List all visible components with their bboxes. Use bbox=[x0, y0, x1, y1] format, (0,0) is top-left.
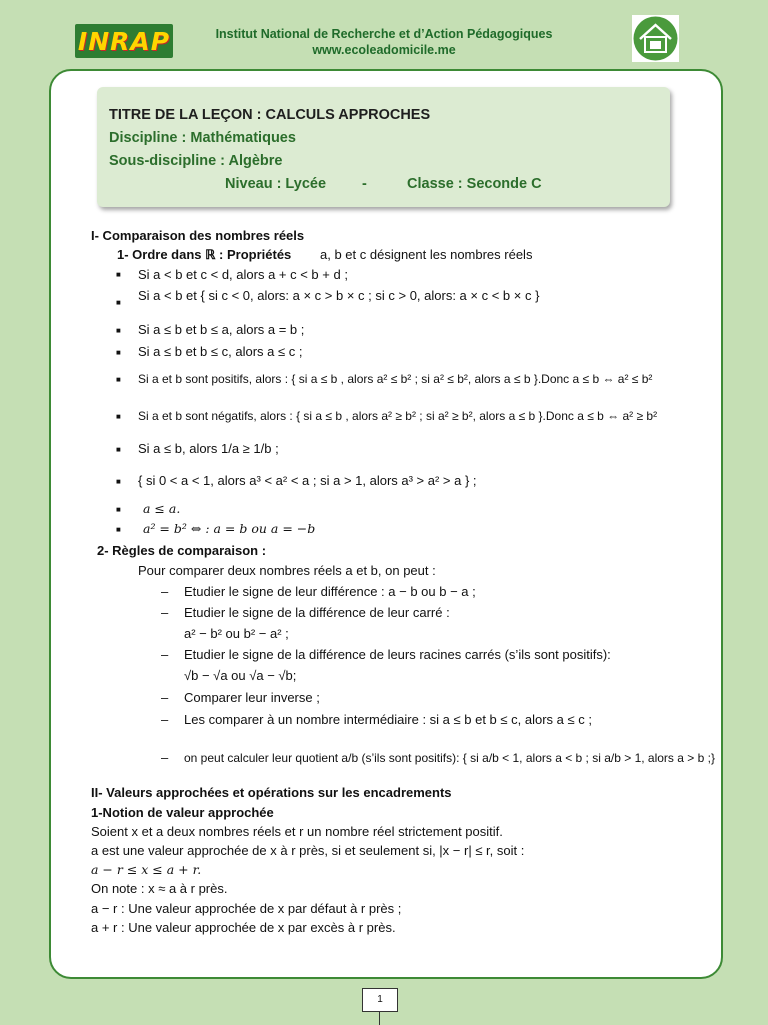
rule-item: Etudier le signe de la différence de leur carré : bbox=[184, 605, 450, 620]
property-item: Si a < b et c < d, alors a + c < b + d ; bbox=[138, 267, 348, 282]
section1-sub1-heading: 1- Ordre dans ℝ : Propriétés bbox=[117, 247, 292, 262]
dash-icon: – bbox=[161, 712, 169, 727]
page-number-line bbox=[379, 1011, 380, 1025]
section1-sub2-heading: 2- Règles de comparaison : bbox=[97, 543, 267, 558]
rule-item: on peut calculer leur quotient a/b (s’ils sont positifs): { si a/b < 1, alors a < b ; si a/b > 1, alors a > b ;} bbox=[184, 751, 715, 765]
bullet-icon: ■ bbox=[116, 477, 121, 486]
section2-line: Soient x et a deux nombres réels et r un nombre réel strictement positif. bbox=[91, 824, 503, 839]
bullet-icon: ■ bbox=[116, 348, 121, 357]
rule-item: Etudier le signe de leur différence : a − b ou b − a ; bbox=[184, 584, 476, 599]
section1-sub2-intro: Pour comparer deux nombres réels a et b, on peut : bbox=[138, 563, 436, 578]
section2-line: a + r : Une valeur approchée de x par excès à r près. bbox=[91, 920, 396, 935]
property-item: Si a et b sont négatifs, alors : { si a ≤ b , alors a² ≥ b² ; si a² ≥ b², alors a ≤ b }.Donc a ≤ b ⇔ a² ≥ b² bbox=[138, 409, 658, 423]
bullet-icon: ■ bbox=[116, 525, 121, 534]
section2-line: a est une valeur approchée de x à r près, si et seulement si, |x − r| ≤ r, soit : bbox=[91, 843, 525, 858]
discipline: Discipline : Mathématiques bbox=[109, 130, 296, 146]
classe: Classe : Seconde C bbox=[407, 176, 542, 192]
lesson-title-box bbox=[97, 87, 670, 207]
lesson-title: TITRE DE LA LEÇON : CALCULS APPROCHES bbox=[109, 107, 431, 123]
bullet-icon: ■ bbox=[116, 326, 121, 335]
bullet-icon: ■ bbox=[116, 445, 121, 454]
sub-discipline: Sous-discipline : Algèbre bbox=[109, 153, 283, 169]
property-item: Si a ≤ b et b ≤ c, alors a ≤ c ; bbox=[138, 344, 303, 359]
section2-line: a − r ≤ x ≤ a + r. bbox=[91, 862, 202, 877]
section2-line: a − r : Une valeur approchée de x par défaut à r près ; bbox=[91, 901, 402, 916]
section2-sub1-heading: 1-Notion de valeur approchée bbox=[91, 805, 274, 820]
section1-sub1-note: a, b et c désignent les nombres réels bbox=[320, 247, 533, 262]
rule-item: Les comparer à un nombre intermédiaire : si a ≤ b et b ≤ c, alors a ≤ c ; bbox=[184, 712, 592, 727]
rule-item: a² − b² ou b² − a² ; bbox=[184, 626, 289, 641]
section2-heading: II- Valeurs approchées et opérations sur les encadrements bbox=[91, 785, 452, 800]
page-header bbox=[0, 0, 768, 70]
bullet-icon: ■ bbox=[116, 270, 121, 279]
property-item: Si a et b sont positifs, alors : { si a ≤ b , alors a² ≤ b² ; si a² ≤ b², alors a ≤ b }.Donc a ≤ b ⇔ a² ≤ b² bbox=[138, 372, 653, 386]
dash-icon: – bbox=[161, 605, 169, 620]
dash-icon: – bbox=[161, 750, 169, 765]
institute-name: Institut National de Recherche et d’Action Pédagogiques bbox=[215, 27, 553, 41]
dash-icon: – bbox=[161, 690, 169, 705]
bullet-icon: ■ bbox=[116, 505, 121, 514]
dash-icon: – bbox=[161, 647, 169, 662]
page-number: 1 bbox=[362, 988, 398, 1012]
inrap-logo: INRAP bbox=[75, 24, 173, 58]
bullet-icon: ■ bbox=[116, 298, 121, 307]
section1-heading: I- Comparaison des nombres réels bbox=[91, 228, 305, 243]
rule-item: Etudier le signe de la différence de leurs racines carrés (s’ils sont positifs): bbox=[184, 647, 611, 662]
property-item: Si a ≤ b et b ≤ a, alors a = b ; bbox=[138, 322, 305, 337]
property-item: a ≤ a. bbox=[143, 501, 181, 516]
rule-item: Comparer leur inverse ; bbox=[184, 690, 320, 705]
property-item: a² = b² ⇔ : a = b ou a = −b bbox=[143, 521, 316, 536]
school-house-logo-icon bbox=[632, 15, 679, 62]
section2-line: On note : x ≈ a à r près. bbox=[91, 881, 228, 896]
niveau: Niveau : Lycée bbox=[225, 176, 327, 192]
property-item: Si a ≤ b, alors 1/a ≥ 1/b ; bbox=[138, 441, 279, 456]
separator: - bbox=[362, 176, 367, 192]
bullet-icon: ■ bbox=[116, 412, 121, 421]
property-item: { si 0 < a < 1, alors a³ < a² < a ; si a > 1, alors a³ > a² > a } ; bbox=[138, 473, 477, 488]
bullet-icon: ■ bbox=[116, 375, 121, 384]
dash-icon: – bbox=[161, 584, 169, 599]
website-url[interactable]: www.ecoleadomicile.me bbox=[312, 43, 456, 57]
property-item: Si a < b et { si c < 0, alors: a × c > b × c ; si c > 0, alors: a × c < b × c } bbox=[138, 288, 540, 303]
rule-item: √b − √a ou √a − √b; bbox=[184, 668, 297, 683]
